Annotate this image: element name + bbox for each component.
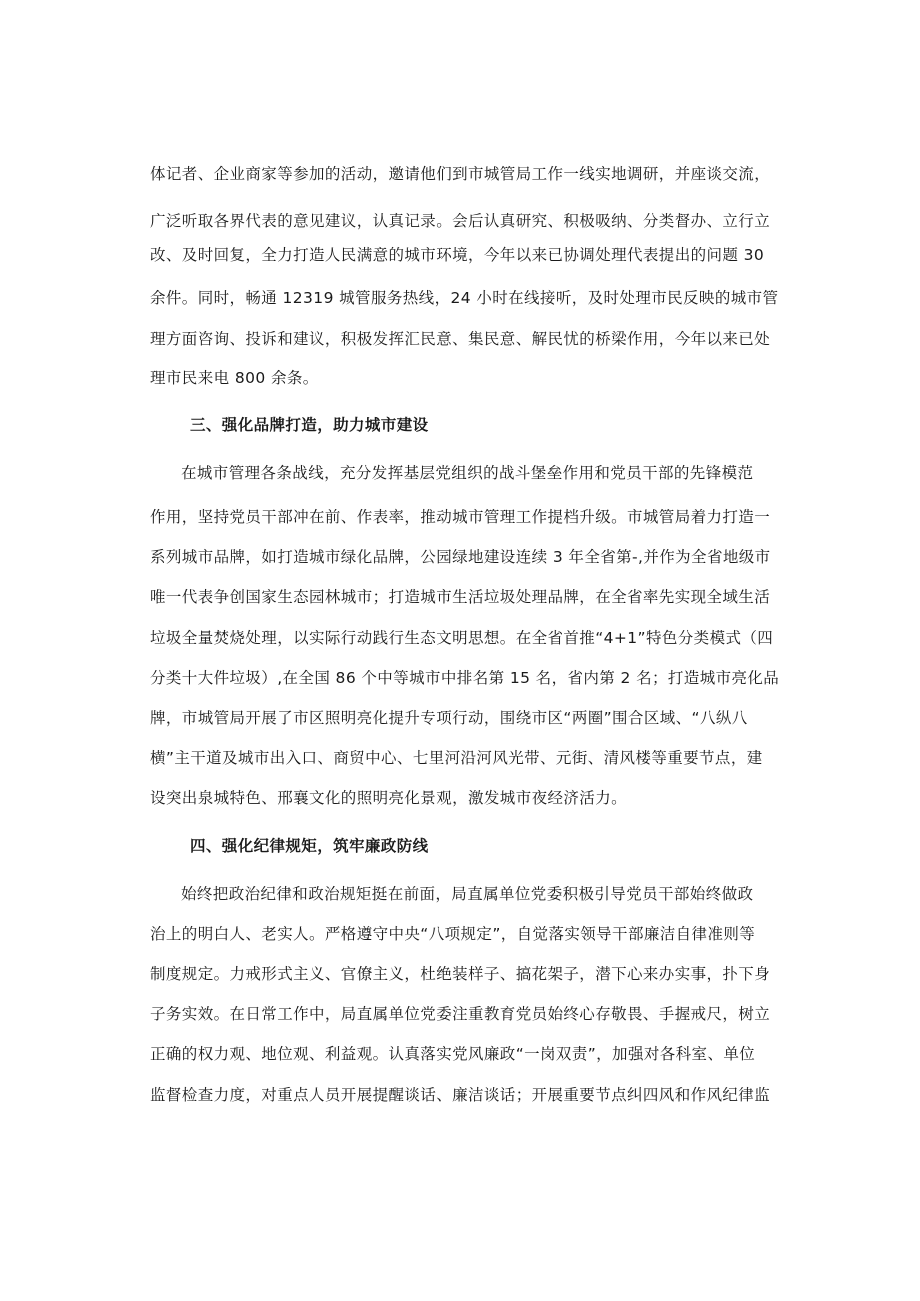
paragraph-3-line: 正确的权力观、地位观、利益观。认真落实党风廉政“一岗双责”，加强对各科室、单位 bbox=[150, 1045, 756, 1063]
paragraph-3-line: 始终把政治纪律和政治规矩挺在前面，局直属单位党委积极引导党员干部始终做政 bbox=[181, 885, 754, 903]
paragraph-2-line: 在城市管理各条战线，充分发挥基层党组织的战斗堡垒作用和党员干部的先锋模范 bbox=[181, 464, 754, 482]
paragraph-2-line: 系列城市品牌，如打造城市绿化品牌，公园绿地建设连续 3 年全省第-,并作为全省地级市 bbox=[150, 548, 771, 566]
paragraph-2-line: 分类十大件垃圾）,在全国 86 个中等城市中排名第 15 名，省内第 2 名；打造城市亮化品 bbox=[150, 669, 780, 687]
paragraph-2-line: 作用，坚持党员干部冲在前、作表率，推动城市管理工作提档升级。市城管局着力打造一 bbox=[150, 508, 771, 526]
paragraph-1-line: 余件。同时，畅通 12319 城管服务热线，24 小时在线接听，及时处理市民反映的城市管 bbox=[150, 289, 779, 307]
section-heading-4: 四、强化纪律规矩，筑牢廉政防线 bbox=[190, 837, 429, 855]
paragraph-1-line: 理市民来电 800 余条。 bbox=[150, 369, 319, 387]
paragraph-3-line: 子务实效。在日常工作中，局直属单位党委注重教育党员始终心存敬畏、手握戒尺，树立 bbox=[150, 1005, 771, 1023]
paragraph-3-line: 治上的明白人、老实人。严格遵守中央“八项规定”，自觉落实领导干部廉洁自律准则等 bbox=[150, 925, 756, 943]
paragraph-2-line: 设突出泉城特色、邢襄文化的照明亮化景观，激发城市夜经济活力。 bbox=[150, 789, 628, 807]
paragraph-2-line: 横”主干道及城市出入口、商贸中心、七里河沿河风光带、元街、清风楼等重要节点，建 bbox=[150, 749, 763, 767]
section-heading-3: 三、强化品牌打造，助力城市建设 bbox=[190, 416, 429, 434]
paragraph-1-line: 改、及时回复，全力打造人民满意的城市环境，今年以来已协调处理代表提出的问题 30 bbox=[150, 246, 765, 264]
paragraph-1-line: 广泛听取各界代表的意见建议，认真记录。会后认真研究、积极吸纳、分类督办、立行立 bbox=[150, 212, 771, 230]
paragraph-1-line: 体记者、企业商家等参加的活动，邀请他们到市城管局工作一线实地调研，并座谈交流， bbox=[150, 165, 771, 183]
paragraph-1-line: 理方面咨询、投诉和建议，积极发挥汇民意、集民意、解民忧的桥梁作用，今年以来已处 bbox=[150, 330, 771, 348]
paragraph-3-line: 制度规定。力戒形式主义、官僚主义，杜绝装样子、搞花架子，潜下心来办实事，扑下身 bbox=[150, 965, 771, 983]
paragraph-2-line: 唯一代表争创国家生态园林城市；打造城市生活垃圾处理品牌，在全省率先实现全域生活 bbox=[150, 588, 771, 606]
paragraph-2-line: 牌，市城管局开展了市区照明亮化提升专项行动，围绕市区“两圈”围合区域、“八纵八 bbox=[150, 709, 748, 727]
paragraph-2-line: 垃圾全量焚烧处理，以实际行动践行生态文明思想。在全省首推“4+1”特色分类模式（四 bbox=[150, 629, 774, 647]
paragraph-3-line: 监督检查力度，对重点人员开展提醒谈话、廉洁谈话；开展重要节点纠四风和作风纪律监 bbox=[150, 1086, 771, 1104]
